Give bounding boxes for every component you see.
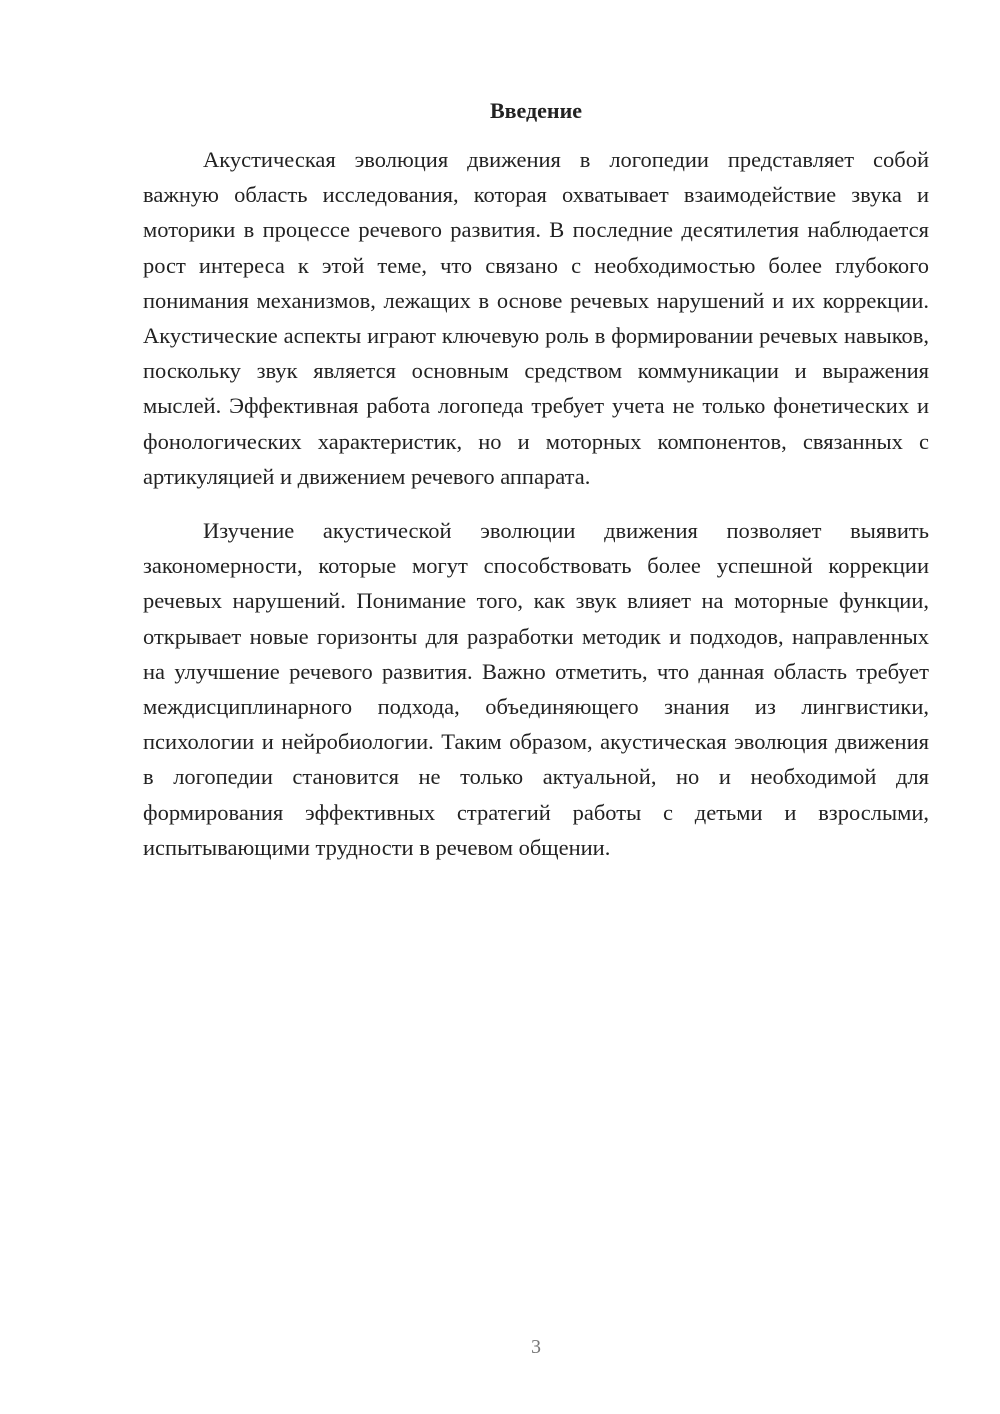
section-heading: Введение: [489, 98, 583, 123]
page-number: 3: [531, 1336, 541, 1358]
paragraph-1: Акустическая эволюция движения в логопедии представляет собой важную область исследования, которая охватывает взаимодействие звука и моторики в процессе речевого развития. В последние десятилетия наблюдается рост интереса к этой теме, что связано с необходимостью более глубокого понимания механизмов, лежащих в основе речевых нарушений и их коррекции. Акустические аспекты играют ключевую роль в формировании речевых навыков, поскольку звук является основным средством коммуникации и выражения мыслей. Эффективная работа логопеда требует учета не только фонетических и фонологических характеристик, но и моторных компонентов, связанных с артикуляцией и движением речевого аппарата.: [143, 147, 929, 489]
paragraph-2: Изучение акустической эволюции движения позволяет выявить закономерности, которые могут способствовать более успешной коррекции речевых нарушений. Понимание того, как звук влияет на моторные функции, открывает новые горизонты для разработки методик и подходов, направленных на улучшение речевого развития. Важно отметить, что данная область требует междисциплинарного подхода, объединяющего знания из лингвистики, психологии и нейробиологии. Таким образом, акустическая эволюция движения в логопедии становится не только актуальной, но и необходимой для формирования эффективных стратегий работы с детьми и взрослыми, испытывающими трудности в речевом общении.: [143, 518, 929, 860]
body-text: [143, 142, 929, 865]
